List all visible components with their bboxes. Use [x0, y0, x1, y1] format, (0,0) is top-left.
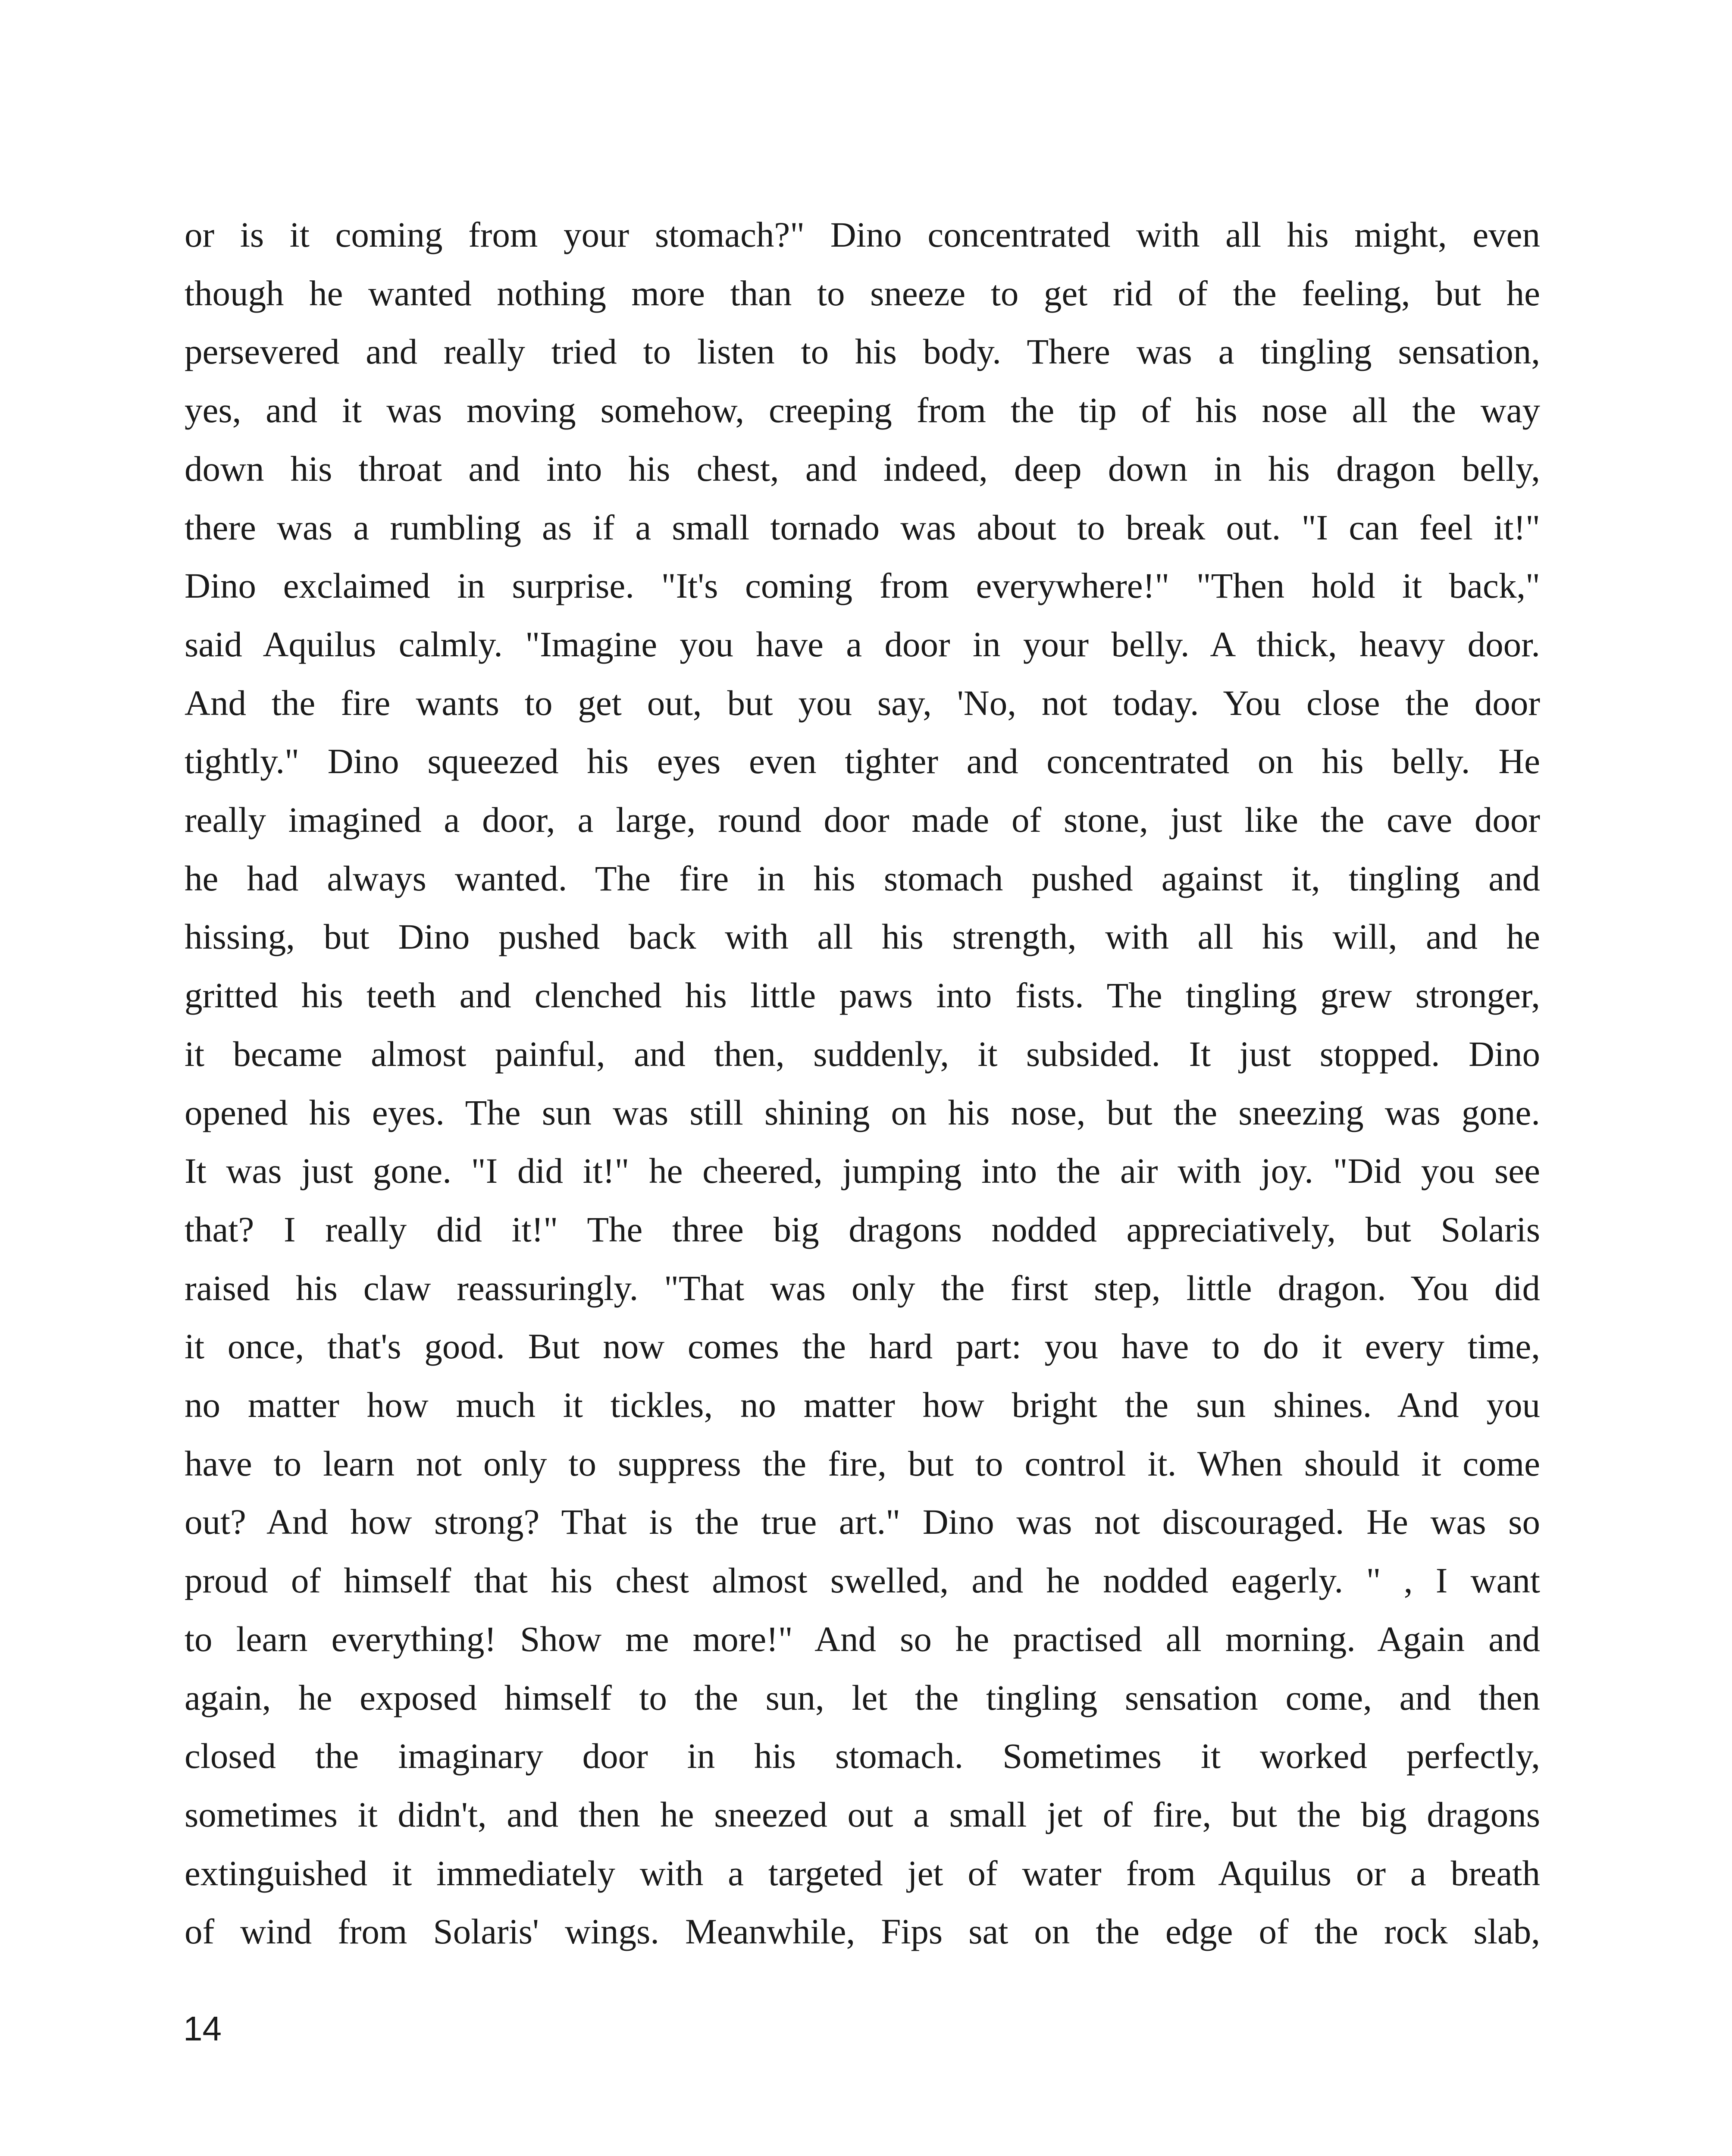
- text-line: really imagined a door, a large, round door made of stone, just like the cave door: [185, 800, 1540, 840]
- text-line: Dino exclaimed in surprise. "It's coming from everywhere!" "Then hold it back,": [185, 566, 1540, 606]
- text-line: out? And how strong? That is the true art." Dino was not discouraged. He was so: [185, 1502, 1540, 1542]
- text-line: It was just gone. "I did it!" he cheered, jumping into the air with joy. "Did you see: [185, 1151, 1540, 1191]
- text-line: though he wanted nothing more than to sneeze to get rid of the feeling, but he: [185, 273, 1540, 313]
- text-line: it once, that's good. But now comes the hard part: you have to do it every time,: [185, 1326, 1540, 1366]
- text-line: tightly." Dino squeezed his eyes even tighter and concentrated on his belly. He: [185, 741, 1540, 781]
- text-line: down his throat and into his chest, and indeed, deep down in his dragon belly,: [185, 448, 1540, 489]
- text-line: have to learn not only to suppress the fire, but to control it. When should it come: [185, 1443, 1540, 1483]
- text-line: persevered and really tried to listen to his body. There was a tingling sensation,: [185, 332, 1540, 372]
- text-line: it became almost painful, and then, suddenly, it subsided. It just stopped. Dino: [185, 1034, 1540, 1074]
- text-line: there was a rumbling as if a small tornado was about to break out. "I can feel it!": [185, 507, 1540, 547]
- text-line: opened his eyes. The sun was still shining on his nose, but the sneezing was gone.: [185, 1092, 1540, 1132]
- text-line: no matter how much it tickles, no matter how bright the sun shines. And you: [185, 1385, 1540, 1425]
- text-line: again, he exposed himself to the sun, let the tingling sensation come, and then: [185, 1677, 1540, 1717]
- text-line: said Aquilus calmly. "Imagine you have a door in your belly. A thick, heavy door.: [185, 624, 1540, 664]
- text-line: that? I really did it!" The three big dragons nodded appreciatively, but Solaris: [185, 1209, 1540, 1249]
- text-line: sometimes it didn't, and then he sneezed out a small jet of fire, but the big dragons: [185, 1794, 1540, 1834]
- text-line: hissing, but Dino pushed back with all his strength, with all his will, and he: [185, 917, 1540, 957]
- text-line: closed the imaginary door in his stomach. Sometimes it worked perfectly,: [185, 1736, 1540, 1776]
- text-line: to learn everything! Show me more!" And so he practised all morning. Again and: [185, 1619, 1540, 1659]
- text-line: proud of himself that his chest almost swelled, and he nodded eagerly. " , I want: [185, 1561, 1540, 1601]
- text-line: of wind from Solaris' wings. Meanwhile, Fips sat on the edge of the rock slab,: [185, 1912, 1540, 1952]
- text-line: he had always wanted. The fire in his stomach pushed against it, tingling and: [185, 858, 1540, 898]
- text-line: gritted his teeth and clenched his little paws into fists. The tingling grew stronger,: [185, 975, 1540, 1015]
- text-line: And the fire wants to get out, but you say, 'No, not today. You close the door: [185, 683, 1540, 723]
- text-line: or is it coming from your stomach?" Dino concentrated with all his might, even: [185, 215, 1540, 254]
- text-line: extinguished it immediately with a targeted jet of water from Aquilus or a breath: [185, 1853, 1540, 1893]
- page-number: 14: [183, 2009, 222, 2048]
- body-paragraph: [185, 206, 1540, 1961]
- text-line: yes, and it was moving somehow, creeping from the tip of his nose all the way: [185, 390, 1540, 430]
- text-line: raised his claw reassuringly. "That was only the first step, little dragon. You did: [185, 1268, 1540, 1308]
